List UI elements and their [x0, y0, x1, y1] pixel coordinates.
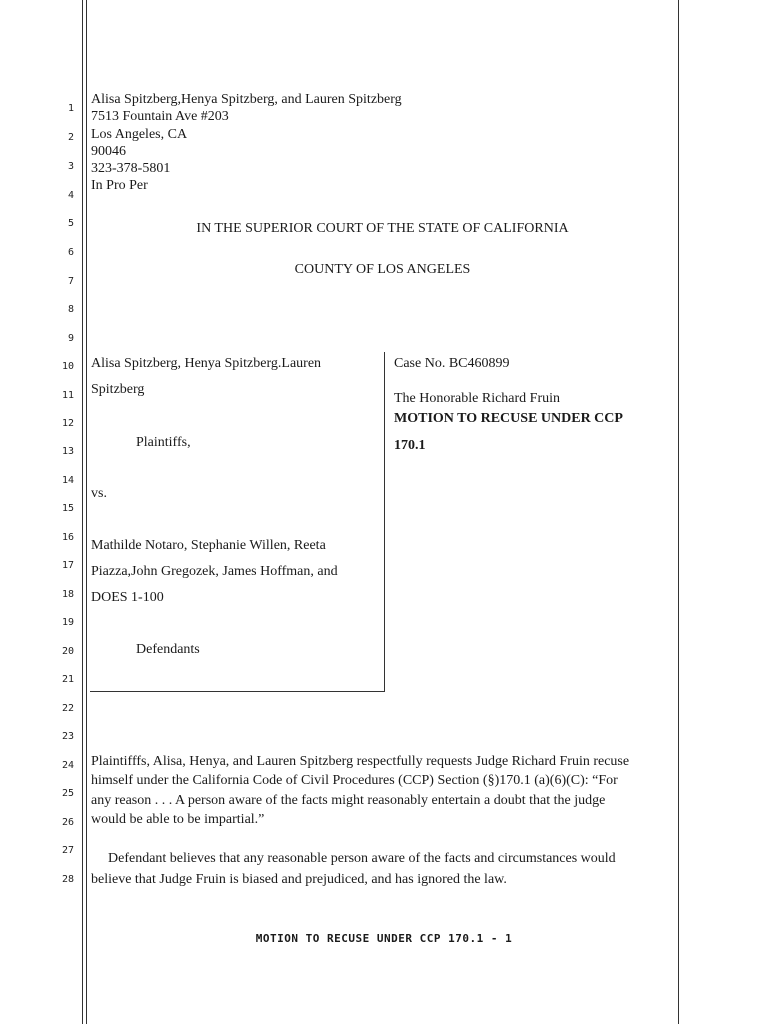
court-name: IN THE SUPERIOR COURT OF THE STATE OF CALIFORNIA — [196, 221, 569, 236]
plaintiffs-names-line1: Alisa Spitzberg, Henya Spitzberg.Lauren — [91, 356, 322, 371]
line-number: 7 — [67, 276, 74, 287]
left-margin-rule-inner — [86, 0, 87, 1024]
court-county: COUNTY OF LOS ANGELES — [294, 262, 471, 277]
header-phone: 323-378-5801 — [91, 161, 171, 176]
line-number: 19 — [61, 617, 74, 628]
line-number: 26 — [61, 817, 74, 828]
line-number: 2 — [67, 132, 74, 143]
line-number: 28 — [61, 874, 74, 885]
line-number: 24 — [61, 760, 74, 771]
motion-title-line2: 170.1 — [394, 438, 426, 453]
line-number: 22 — [61, 703, 74, 714]
header-names: Alisa Spitzberg,Henya Spitzberg, and Lauren Spitzberg — [91, 92, 402, 107]
line-number: 23 — [61, 731, 74, 742]
motion-title-line1: MOTION TO RECUSE UNDER CCP — [394, 411, 623, 426]
paragraph-1-line3: any reason . . . A person aware of the facts might reasonably entertain a doubt that the judge — [91, 793, 606, 808]
left-margin-rule-outer — [82, 0, 83, 1024]
header-status: In Pro Per — [91, 178, 148, 193]
line-number: 3 — [67, 161, 74, 172]
paragraph-1-line1: Plaintifffs, Alisa, Henya, and Lauren Spitzberg respectfully requests Judge Richard Fruin recuse — [91, 754, 630, 769]
line-number: 8 — [67, 304, 74, 315]
header-zip: 90046 — [91, 144, 126, 159]
paragraph-2-line2: believe that Judge Fruin is biased and prejudiced, and has ignored the law. — [91, 872, 507, 887]
line-number: 11 — [61, 390, 74, 401]
defendants-names-line1: Mathilde Notaro, Stephanie Willen, Reeta — [91, 538, 326, 553]
line-number: 13 — [61, 446, 74, 457]
line-number: 9 — [67, 333, 74, 344]
caption-divider-horizontal — [90, 691, 385, 692]
line-number: 5 — [67, 218, 74, 229]
right-margin-rule — [678, 0, 679, 1024]
line-number: 15 — [61, 503, 74, 514]
line-number: 6 — [67, 247, 74, 258]
plaintiffs-names-line2: Spitzberg — [91, 382, 145, 397]
line-number: 25 — [61, 788, 74, 799]
header-city: Los Angeles, CA — [91, 127, 188, 142]
caption-divider-vertical — [384, 352, 385, 692]
line-number: 1 — [67, 103, 74, 114]
line-number: 12 — [61, 418, 74, 429]
plaintiffs-label: Plaintiffs, — [136, 435, 191, 450]
page-footer: MOTION TO RECUSE UNDER CCP 170.1 - 1 — [255, 932, 513, 945]
assigned-judge: The Honorable Richard Fruin — [394, 391, 561, 406]
line-number: 17 — [61, 560, 74, 571]
line-number: 10 — [61, 361, 74, 372]
line-number: 27 — [61, 845, 74, 856]
line-number: 14 — [61, 475, 74, 486]
paragraph-1-line4: would be able to be impartial.” — [91, 812, 265, 827]
case-number: Case No. BC460899 — [394, 356, 510, 371]
paragraph-2-line1: Defendant believes that any reasonable person aware of the facts and circumstances would — [108, 851, 616, 866]
paragraph-1-line2: himself under the California Code of Civil Procedures (CCP) Section (§)170.1 (a)(6)(C): “For — [91, 773, 618, 788]
versus: vs. — [91, 486, 107, 501]
line-number: 4 — [67, 190, 74, 201]
line-number: 16 — [61, 532, 74, 543]
line-number: 20 — [61, 646, 74, 657]
header-street: 7513 Fountain Ave #203 — [91, 109, 229, 124]
defendants-label: Defendants — [136, 642, 200, 657]
line-number: 21 — [61, 674, 74, 685]
line-number: 18 — [61, 589, 74, 600]
defendants-names-line3: DOES 1-100 — [91, 590, 164, 605]
defendants-names-line2: Piazza,John Gregozek, James Hoffman, and — [91, 564, 338, 579]
